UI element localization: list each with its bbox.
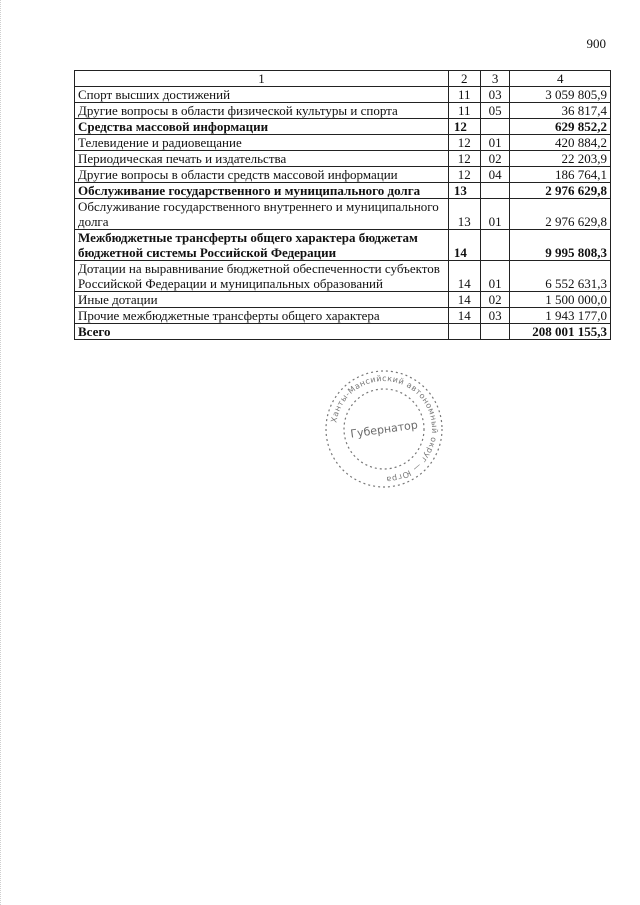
row-subsection xyxy=(480,183,510,199)
seal-ring-text: Ханты-Мансийский автономный округ — Югра xyxy=(329,373,440,485)
header-col-4: 4 xyxy=(510,71,611,87)
seal-center-text: Губернатор xyxy=(349,418,419,441)
row-subsection: 04 xyxy=(480,167,510,183)
row-amount: 2 976 629,8 xyxy=(510,183,611,199)
row-name: Прочие межбюджетные трансферты общего характера xyxy=(75,308,449,324)
row-section: 13 xyxy=(448,199,480,230)
row-section: 13 xyxy=(448,183,480,199)
row-amount: 22 203,9 xyxy=(510,151,611,167)
row-section: 11 xyxy=(448,87,480,103)
budget-table xyxy=(74,70,611,340)
row-section: 12 xyxy=(448,135,480,151)
row-subsection: 03 xyxy=(480,308,510,324)
row-section: 14 xyxy=(448,261,480,292)
row-subsection: 05 xyxy=(480,103,510,119)
row-section: 14 xyxy=(448,308,480,324)
table-row xyxy=(75,199,611,230)
row-name: Обслуживание государственного внутреннего и муниципального долга xyxy=(75,199,449,230)
row-amount: 629 852,2 xyxy=(510,119,611,135)
row-amount: 3 059 805,9 xyxy=(510,87,611,103)
official-seal-stamp xyxy=(322,367,446,491)
row-section: 12 xyxy=(448,151,480,167)
row-section: 14 xyxy=(448,230,480,261)
table-row xyxy=(75,167,611,183)
row-section: 14 xyxy=(448,292,480,308)
row-name: Другие вопросы в области физической культуры и спорта xyxy=(75,103,449,119)
table-row-section-total xyxy=(75,183,611,199)
table-row-section-total xyxy=(75,119,611,135)
row-amount: 1 500 000,0 xyxy=(510,292,611,308)
row-amount: 36 817,4 xyxy=(510,103,611,119)
row-amount: 420 884,2 xyxy=(510,135,611,151)
row-name: Спорт высших достижений xyxy=(75,87,449,103)
header-col-2: 2 xyxy=(448,71,480,87)
table-row xyxy=(75,308,611,324)
row-subsection: 02 xyxy=(480,292,510,308)
row-name: Всего xyxy=(75,324,449,340)
scan-edge xyxy=(0,0,3,905)
row-amount: 208 001 155,3 xyxy=(510,324,611,340)
row-section: 12 xyxy=(448,119,480,135)
header-col-3: 3 xyxy=(480,71,510,87)
row-name: Обслуживание государственного и муниципального долга xyxy=(75,183,449,199)
table-header-row xyxy=(75,71,611,87)
table-row xyxy=(75,151,611,167)
row-amount: 1 943 177,0 xyxy=(510,308,611,324)
row-amount: 2 976 629,8 xyxy=(510,199,611,230)
table-row xyxy=(75,87,611,103)
row-amount: 9 995 808,3 xyxy=(510,230,611,261)
row-subsection: 01 xyxy=(480,199,510,230)
row-subsection: 01 xyxy=(480,261,510,292)
row-section xyxy=(448,324,480,340)
row-subsection: 03 xyxy=(480,87,510,103)
row-name: Межбюджетные трансферты общего характера бюджетам бюджетной системы Российской Федерации xyxy=(75,230,449,261)
row-subsection xyxy=(480,324,510,340)
row-subsection: 01 xyxy=(480,135,510,151)
row-subsection xyxy=(480,230,510,261)
header-col-1: 1 xyxy=(75,71,449,87)
table-row-grand-total xyxy=(75,324,611,340)
table-row xyxy=(75,135,611,151)
table-row xyxy=(75,261,611,292)
row-name: Иные дотации xyxy=(75,292,449,308)
table-row-section-total xyxy=(75,230,611,261)
row-section: 12 xyxy=(448,167,480,183)
row-subsection xyxy=(480,119,510,135)
row-amount: 186 764,1 xyxy=(510,167,611,183)
row-name: Телевидение и радиовещание xyxy=(75,135,449,151)
table-row xyxy=(75,103,611,119)
row-name: Дотации на выравнивание бюджетной обеспеченности субъектов Российской Федерации и муниципальных образований xyxy=(75,261,449,292)
row-name: Средства массовой информации xyxy=(75,119,449,135)
row-name: Другие вопросы в области средств массовой информации xyxy=(75,167,449,183)
row-name: Периодическая печать и издательства xyxy=(75,151,449,167)
page-number: 900 xyxy=(586,36,606,51)
table-row xyxy=(75,292,611,308)
row-section: 11 xyxy=(448,103,480,119)
seal-graphic xyxy=(322,367,446,491)
row-subsection: 02 xyxy=(480,151,510,167)
row-amount: 6 552 631,3 xyxy=(510,261,611,292)
